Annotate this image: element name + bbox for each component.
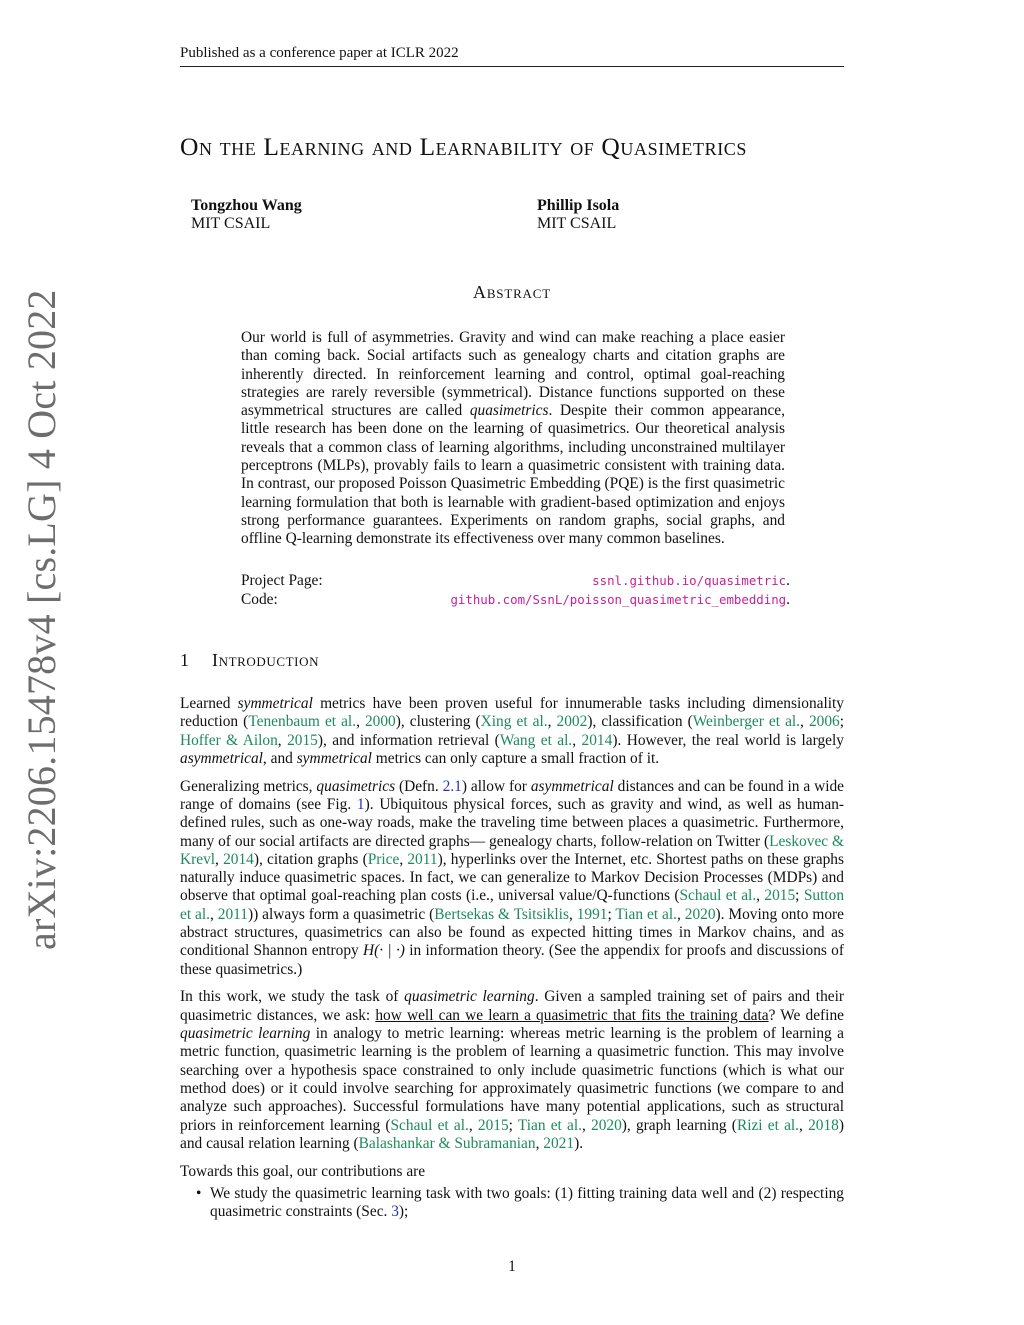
list-item: • We study the quasimetric learning task with two goals: (1) fitting training data well and (2) respecting quasimetric constraints (Sec. 3); [180,1185,844,1222]
citation-link[interactable]: Bertsekas & Tsitsiklis [434,905,569,923]
citation-link[interactable]: Rizi et al. [736,1116,800,1134]
abstract-text: Our world is full of asymmetries. Gravity and wind can make reaching a place easier than coming back. Social artifacts such as genealogy charts and citation graphs are inherently directed. In reinforcement learning and control, optimal goal-reaching strategies are rarely reversible (symmetrical). Distance functions supported on these asymmetrical structures are called quasimetrics. Despite their common appearance, little research has been done on the learning of quasimetrics. Our theoretical analysis reveals that a common class of learning algorithms, including unconstrained multilayer perceptrons (MLPs), provably fails to learn a quasimetric consistent with training data. In contrast, our proposed Poisson Quasimetric Embedding (PQE) is the first quasimetric learning formulation that both is learnable with gradient-based optimization and enjoys strong performance guarantees. Experiments on random graphs, social graphs, and offline Q-learning demonstrate its effectiveness over many common baselines. [241,329,785,548]
definition-ref-link[interactable]: 2.1 [442,777,462,795]
citation-year-link[interactable]: 2006 [808,713,840,731]
figure-ref-link[interactable]: 1 [356,795,365,813]
paragraph: Learned symmetrical metrics have been proven useful for innumerable tasks including dimensionality reduction (Tenenbaum et al., 2000), clustering (Xing et al., 2002), classification (Weinberger et al., 2006; Hoffer & Ailon, 2015), and information retrieval (Wang et al., 2014). However, the real world is largely asymmetrical, and symmetrical metrics can only capture a small fraction of it. [180,695,844,767]
citation-year-link[interactable]: 2000 [364,713,396,731]
citation-link[interactable]: Wang et al. [499,731,573,749]
section-number: 1 [180,650,190,670]
citation-year-link[interactable]: 2020 [591,1116,622,1134]
author-block [537,197,619,233]
section-heading [180,650,319,671]
citation-link[interactable]: Tian et al. [615,905,677,923]
page-number: 1 [508,1258,516,1275]
paper-title: On the Learning and Learnability of Quasimetrics [180,132,748,161]
author-affiliation: MIT CSAIL [537,215,617,232]
code-link[interactable]: github.com/SsnL/poisson_quasimetric_embedding [450,591,787,607]
citation-year-link[interactable]: 2018 [808,1116,839,1134]
paragraph: Towards this goal, our contributions are [180,1162,426,1180]
introduction-body [180,695,844,1222]
project-links [241,572,790,609]
contribution-list [180,1185,844,1222]
citation-year-link[interactable]: 2015 [287,731,318,749]
section-ref-link[interactable]: 3 [391,1203,399,1221]
project-page-row: Project Page: ssnl.github.io/quasimetric. [241,572,790,589]
citation-link[interactable]: Xing et al. [480,713,548,731]
paragraph: In this work, we study the task of quasimetric learning. Given a sampled training set of pairs and their quasimetric distances, we ask: how well can we learn a quasimetric that fits the training data? We define quasimetric learning in analogy to metric learning: whereas metric learning is the problem of learning a metric function, quasimetric learning is the problem of learning a quasimetric function. This may involve searching over a hypothesis space constrained to only include quasimetric functions (which is what our method does) or it could involve searching for approximately quasimetric functions (we compare to and analyze such approaches). Successful formulations have many potential applications, such as structural priors in reinforcement learning (Schaul et al., 2015; Tian et al., 2020), graph learning (Rizi et al., 2018) and causal relation learning (Balashankar & Subramanian, 2021). [180,988,845,1152]
citation-link[interactable]: Weinberger et al. [692,713,801,731]
citation-year-link[interactable]: 2011 [407,850,438,868]
project-page-link[interactable]: ssnl.github.io/quasimetric [592,573,787,588]
citation-year-link[interactable]: 1991 [576,905,608,923]
citation-year-link[interactable]: 2014 [223,850,254,868]
research-question: how well can we learn a quasimetric that fits the training data [375,1006,769,1024]
author-block [191,197,302,233]
citation-year-link[interactable]: 2015 [764,887,796,905]
citation-link[interactable]: Tenenbaum et al. [248,713,357,731]
project-page-label: Project Page: [241,572,323,589]
citation-year-link[interactable]: 2011 [217,905,248,923]
citation-link[interactable]: Balashankar & Subramanian [358,1134,536,1152]
citation-link[interactable]: Sutton et al. [180,887,845,923]
code-row: Code: github.com/SsnL/poisson_quasimetric_embedding. [241,590,790,608]
author-name: Tongzhou Wang [191,197,302,214]
author-affiliation: MIT CSAIL [191,215,271,232]
running-header: Published as a conference paper at ICLR 2022 [180,44,844,67]
citation-link[interactable]: Hoffer & Ailon [180,731,278,749]
citation-link[interactable]: Leskovec & Krevl [180,832,844,868]
code-label: Code: [241,590,278,608]
citation-year-link[interactable]: 2002 [556,713,588,731]
citation-link[interactable]: Tian et al. [517,1116,582,1134]
paragraph: Generalizing metrics, quasimetrics (Defn. 2.1) allow for asymmetrical distances and can be found in a wide range of domains (see Fig. 1). Ubiquitous physical forces, such as gravity and wind, as well as human-defined rules, such as one-way roads, make the traveling time between places a quasimetric. Furthermore, many of our social artifacts are directed graphs— genealogy charts, follow-relation on Twitter (Leskovec & Krevl, 2014), citation graphs (Price, 2011), hyperlinks over the Internet, etc. Shortest paths on these graphs naturally induce quasimetric spaces. In fact, we can generalize to Markov Decision Processes (MDPs) and observe that optimal goal-reaching plan costs (i.e., universal value/Q-functions (Schaul et al., 2015; Sutton et al., 2011)) always form a quasimetric (Bertsekas & Tsitsiklis, 1991; Tian et al., 2020). Moving onto more abstract structures, quasimetrics can also be found as expected hitting times in Markov chains, and as conditional Shannon entropy H(· | ·) in information theory. (See the appendix for proofs and discussions of these quasimetrics.) [180,777,845,978]
citation-year-link[interactable]: 2020 [684,905,716,923]
citation-year-link[interactable]: 2021 [543,1134,575,1152]
arxiv-identifier: arXiv:2206.15478v4 [cs.LG] 4 Oct 2022 [19,289,64,950]
citation-year-link[interactable]: 2015 [477,1116,509,1134]
citation-link[interactable]: Schaul et al. [679,887,757,905]
citation-link[interactable]: Schaul et al. [390,1116,469,1134]
author-name: Phillip Isola [537,197,620,214]
math-expression: H(· | ·) [363,942,405,960]
section-title: Introduction [212,650,320,670]
citation-year-link[interactable]: 2014 [581,731,613,749]
abstract-heading: Abstract [473,282,551,302]
citation-link[interactable]: Price [367,850,400,868]
